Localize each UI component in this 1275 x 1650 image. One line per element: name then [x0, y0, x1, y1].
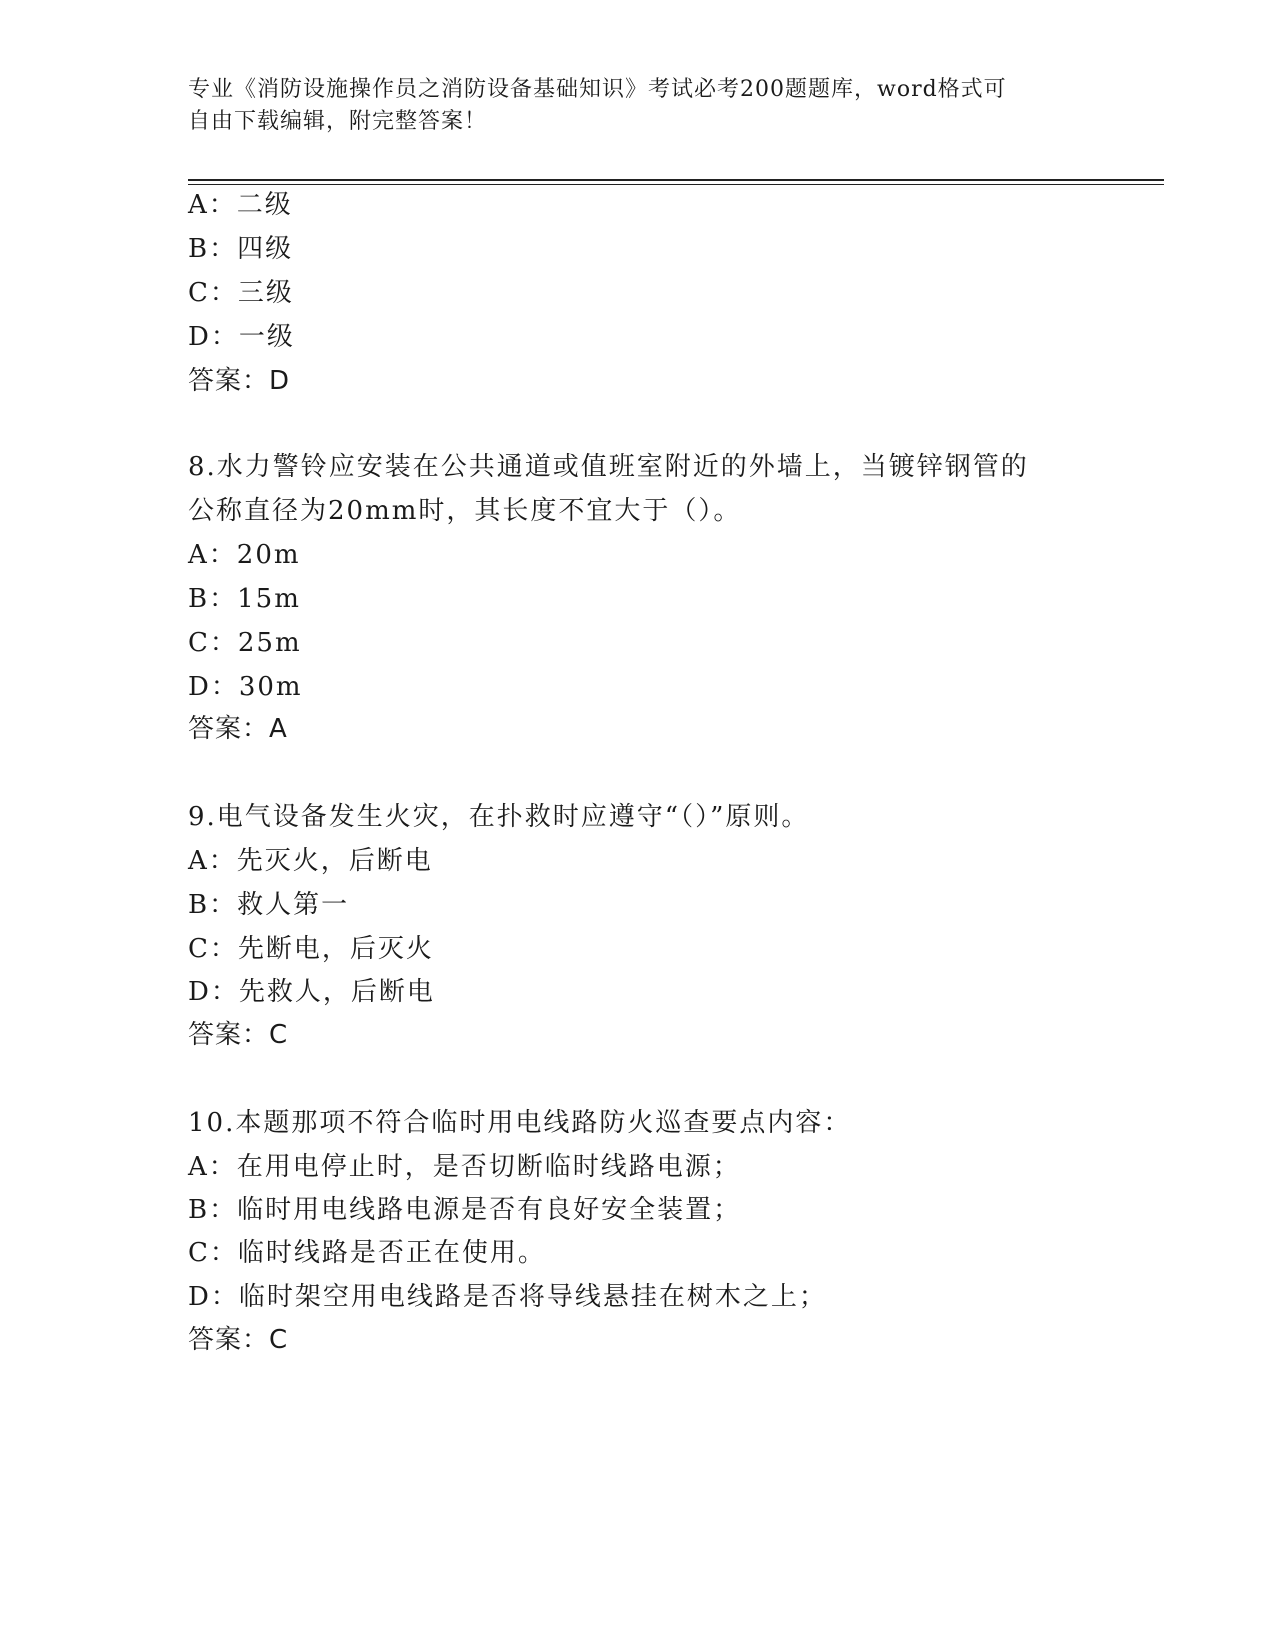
header-rule-thick — [188, 179, 1164, 181]
q9-option-a: A：先灭火，后断电 — [188, 846, 433, 876]
q9-stem: 9.电气设备发生火灾，在扑救时应遵守“（）”原则。 — [188, 802, 810, 832]
q8-stem-line-2: 公称直径为20mm时，其长度不宜大于（）。 — [188, 496, 742, 526]
q8-option-a: A：20m — [188, 540, 301, 570]
q8-option-c: C：25m — [188, 628, 302, 658]
q10-option-b: B：临时用电线路电源是否有良好安全装置； — [188, 1195, 742, 1225]
q10-stem: 10.本题那项不符合临时用电线路防火巡查要点内容： — [188, 1108, 852, 1138]
header-line-2: 自由下载编辑，附完整答案！ — [188, 109, 488, 134]
q7-answer: 答案：D — [188, 366, 291, 396]
q8-option-b: B：15m — [188, 584, 301, 614]
header-rule-thin — [188, 184, 1164, 185]
q7-option-c: C：三级 — [188, 278, 294, 308]
header-line-1: 专业《消防设施操作员之消防设备基础知识》考试必考200题题库，word格式可 — [188, 77, 1007, 102]
q7-option-d: D：一级 — [188, 322, 295, 352]
q9-answer: 答案：C — [188, 1020, 289, 1050]
q10-option-d: D：临时架空用电线路是否将导线悬挂在树木之上； — [188, 1282, 827, 1312]
q9-option-d: D：先救人，后断电 — [188, 977, 435, 1007]
q8-option-d: D：30m — [188, 672, 303, 702]
q7-option-b: B：四级 — [188, 234, 294, 264]
q10-option-c: C：临时线路是否正在使用。 — [188, 1238, 546, 1268]
q9-option-b: B：救人第一 — [188, 890, 350, 920]
document-header — [188, 74, 1088, 138]
q8-stem-line-1: 8.水力警铃应安装在公共通道或值班室附近的外墙上，当镀锌钢管的 — [188, 452, 1029, 482]
q9-option-c: C：先断电，后灭火 — [188, 934, 434, 964]
q8-answer: 答案：A — [188, 714, 288, 744]
q10-option-a: A：在用电停止时，是否切断临时线路电源； — [188, 1152, 741, 1182]
q10-answer: 答案：C — [188, 1325, 289, 1355]
q7-option-a: A：二级 — [188, 190, 293, 220]
